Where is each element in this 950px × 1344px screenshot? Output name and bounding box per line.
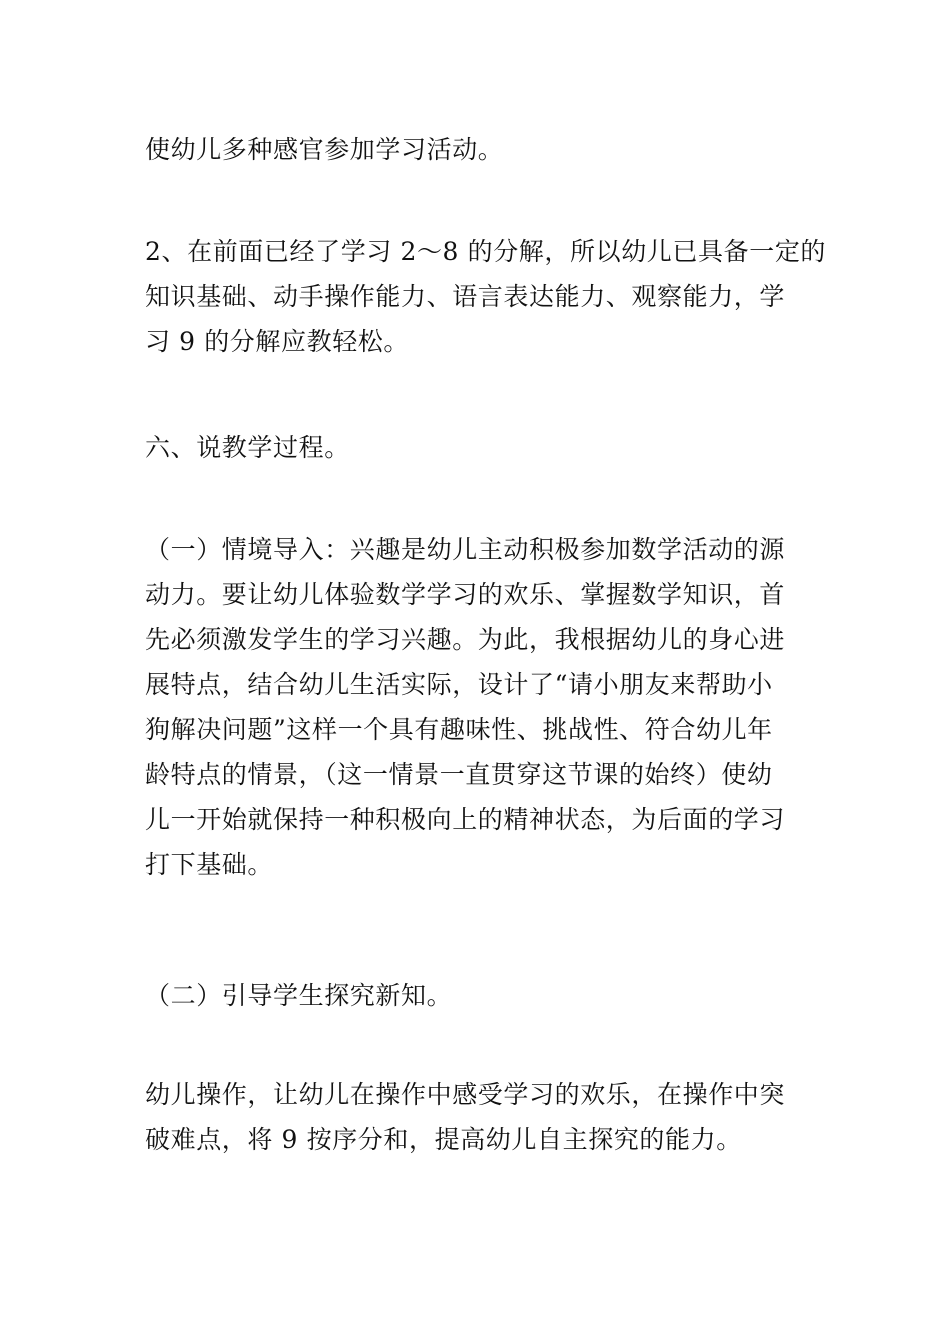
paragraph-line: 2、在前面已经了学习 2～8 的分解，所以幼儿已具备一定的 [145,237,827,266]
paragraph-line: 打下基础。 [145,850,274,879]
paragraph-child-operation [145,1072,810,1162]
paragraph-point-2 [145,229,827,364]
paragraph-line: 龄特点的情景，（这一情景一直贯穿这节课的始终）使幼 [145,760,773,789]
paragraph-line: 先必须激发学生的学习兴趣。为此，我根据幼儿的身心进 [145,625,786,654]
paragraph-line: 破难点，将 9 按序分和，提高幼儿自主探究的能力。 [145,1125,742,1154]
paragraph-line: 儿一开始就保持一种积极向上的精神状态，为后面的学习 [145,805,786,834]
section-heading-teaching-process [145,425,810,470]
paragraph-situation-introduction [145,527,810,887]
paragraph-line: 使幼儿多种感官参加学习活动。 [145,135,504,164]
paragraph-line: 狗解决问题”这样一个具有趣味性、挑战性、符合幼儿年 [145,715,773,744]
paragraph-line: （一）情境导入：兴趣是幼儿主动积极参加数学活动的源 [145,535,786,564]
paragraph-line: 习 9 的分解应教轻松。 [145,327,410,356]
paragraph-line: 动力。要让幼儿体验数学学习的欢乐、掌握数学知识，首 [145,580,786,609]
paragraph-intro-continuation [145,127,810,172]
paragraph-line: 展特点，结合幼儿生活实际，设计了“请小朋友来帮助小 [145,670,773,699]
paragraph-line: 幼儿操作，让幼儿在操作中感受学习的欢乐，在操作中突 [145,1080,786,1109]
heading-line: 六、说教学过程。 [145,433,350,462]
paragraph-line: 知识基础、动手操作能力、语言表达能力、观察能力，学 [145,282,786,311]
heading-line: （二）引导学生探究新知。 [145,981,453,1010]
section-heading-explore-new-knowledge [145,973,810,1018]
